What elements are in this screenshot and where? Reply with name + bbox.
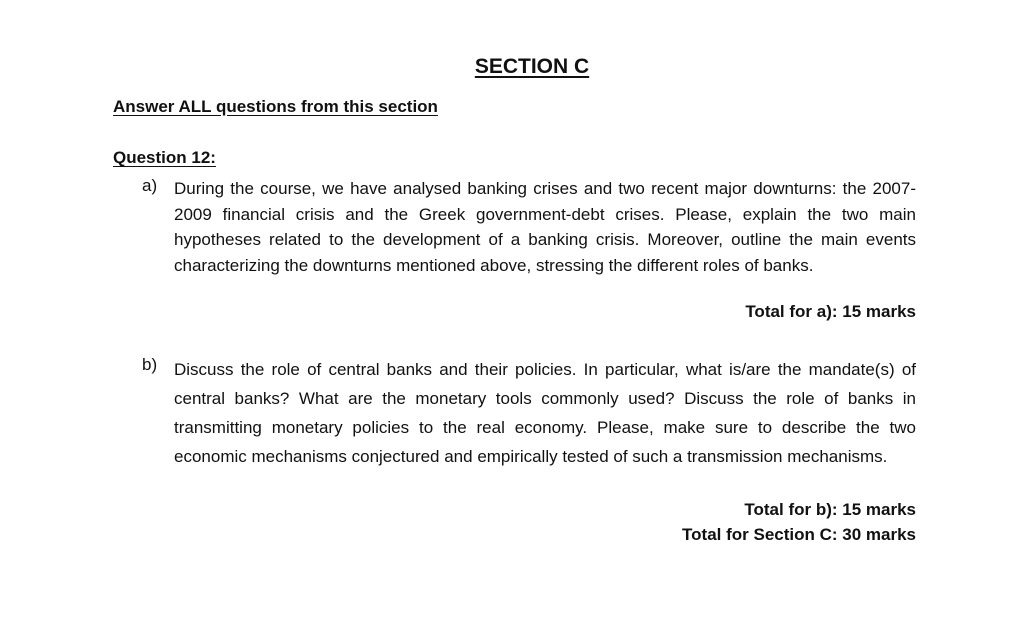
part-text-a: During the course, we have analysed banking crises and two recent major downturns: the 2007-2009 financial crisis and the Greek government-debt crises. Please, explain the two main hypotheses related to the development of a banking crisis. Moreover, outline the main events characterizing the downturns mentioned above, stressing the different roles of banks.	[174, 179, 916, 275]
part-marker-a: a)	[142, 176, 158, 195]
question-label: Question 12:	[113, 148, 216, 167]
section-total-marks: Total for Section C: 30 marks	[682, 525, 916, 544]
total-marks-b: Total for b): 15 marks	[744, 500, 916, 519]
question-part-a	[142, 176, 916, 278]
instruction-heading: Answer ALL questions from this section	[113, 97, 438, 116]
question-part-b	[142, 355, 916, 471]
part-text-b: Discuss the role of central banks and their policies. In particular, what is/are the mandate(s) of central banks? What are the monetary tools commonly used? Discuss the role of banks in transmitting monetary policies to the real economy. Please, make sure to describe the two economic mechanisms conjectured and empirically tested of such a transmission mechanisms.	[174, 360, 916, 466]
total-marks-a: Total for a): 15 marks	[745, 302, 916, 321]
part-marker-b: b)	[142, 355, 158, 374]
section-title: SECTION C	[474, 55, 590, 78]
